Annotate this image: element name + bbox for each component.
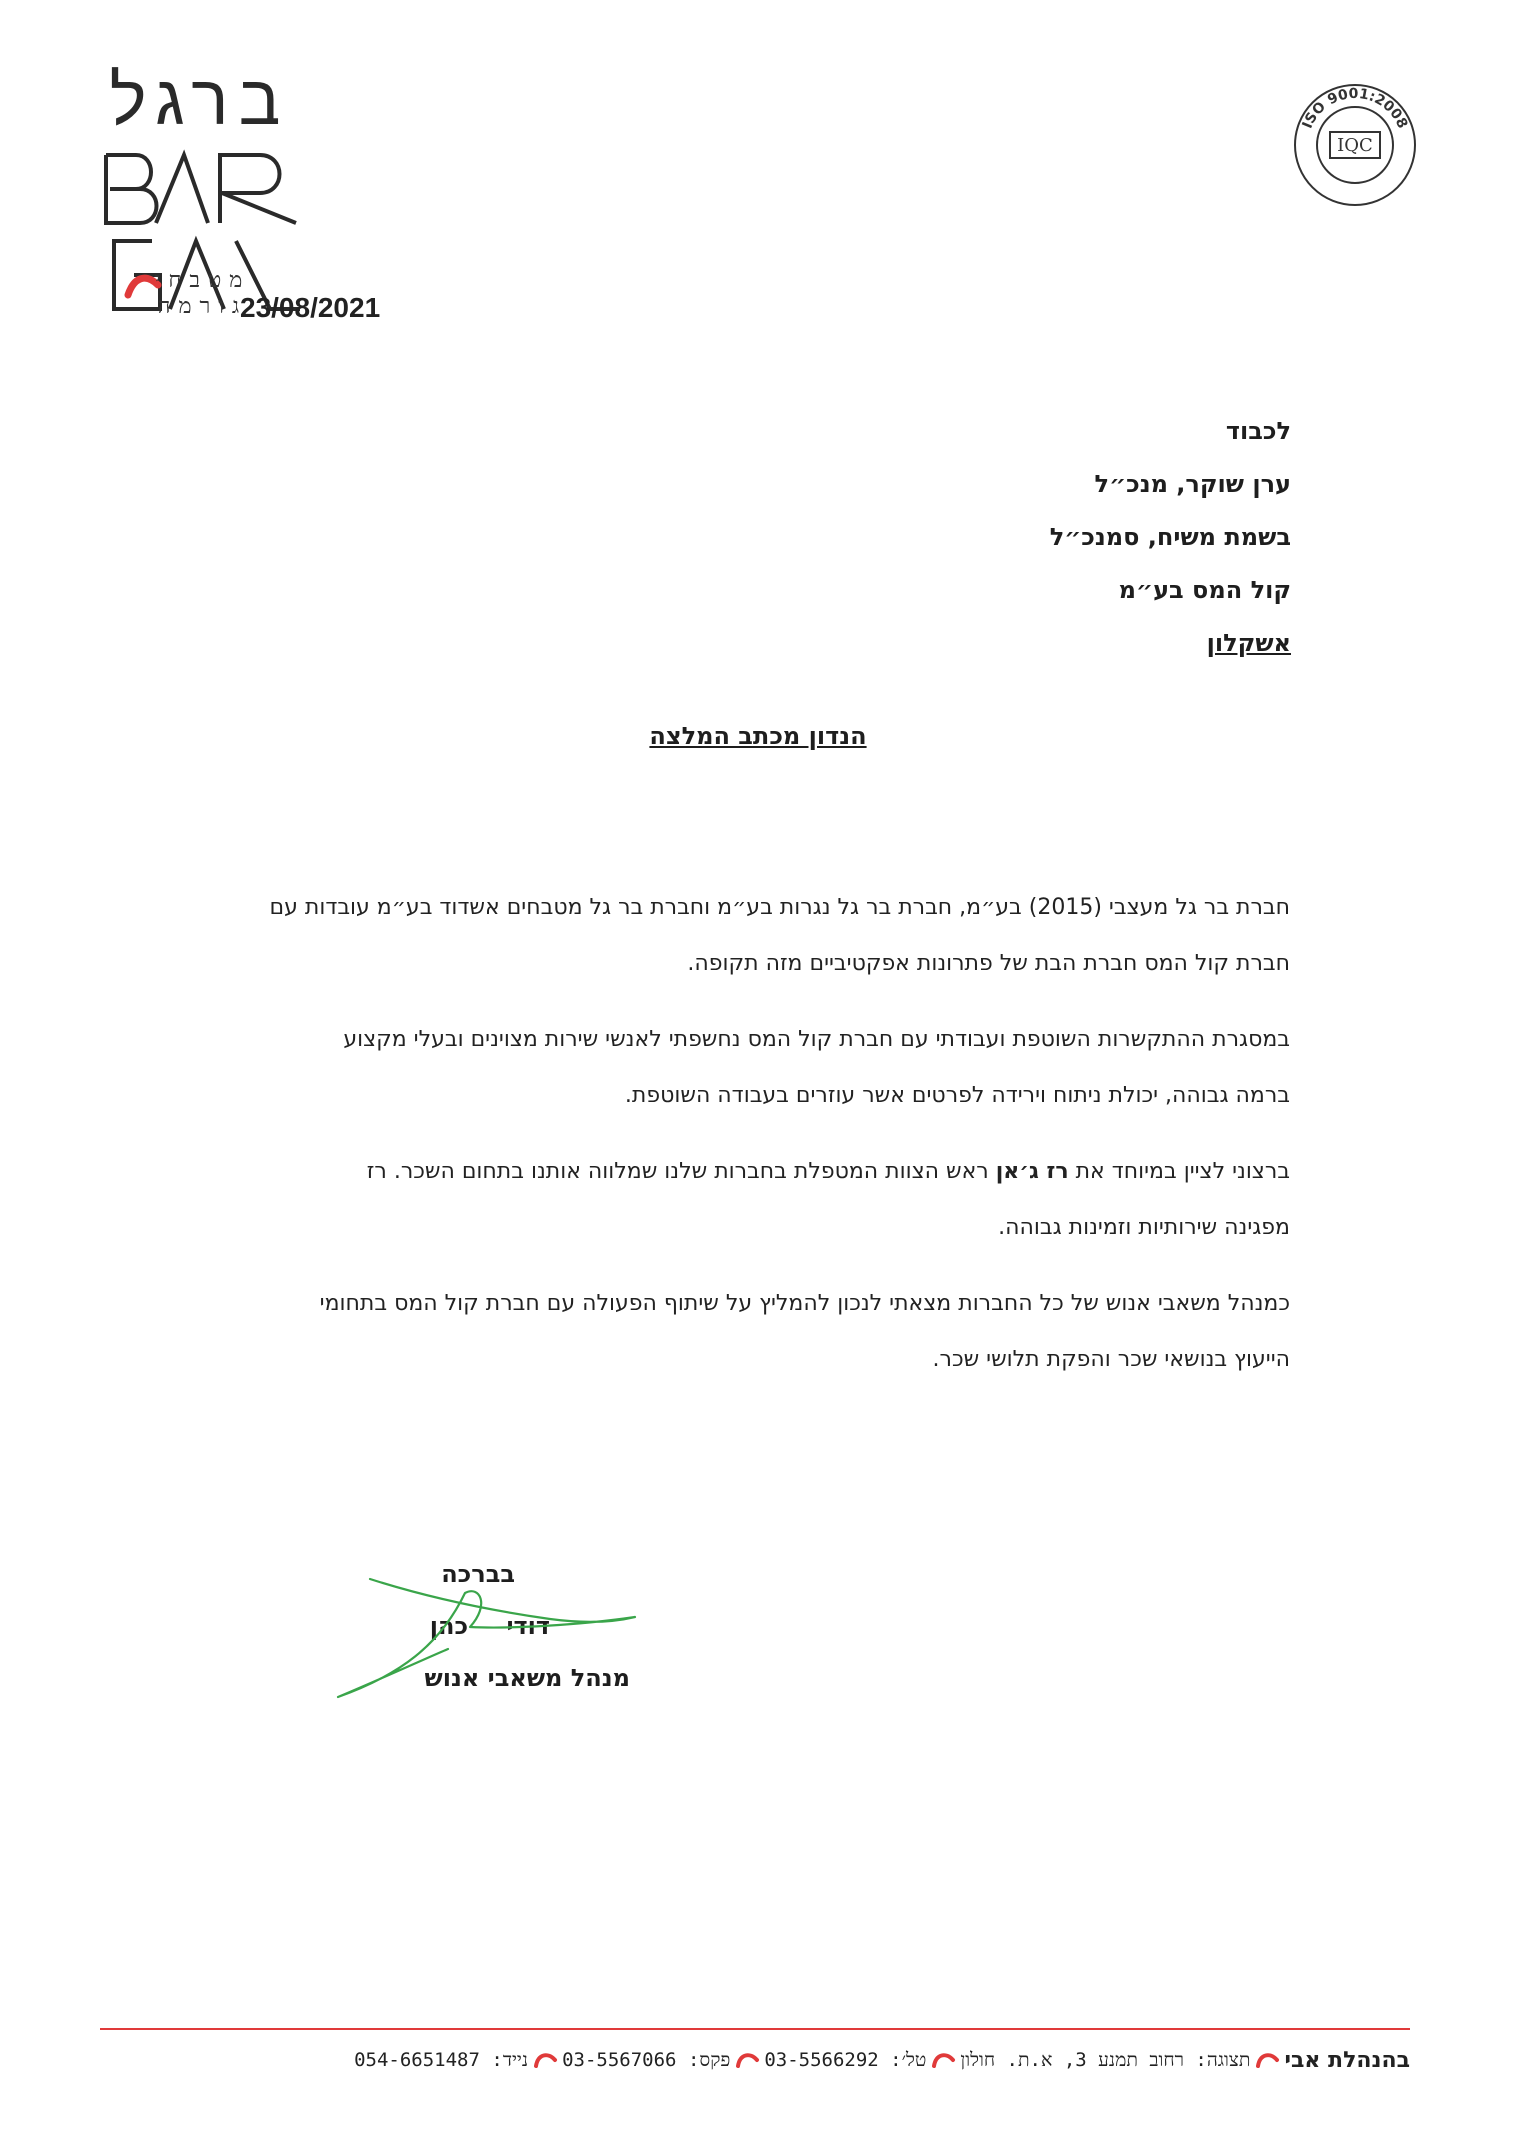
letter-subject: הנדון מכתב המלצה	[649, 722, 867, 750]
body-line: חברת קול המס חברת הבת של פתרונות אפקטיביים מזה תקופה.	[687, 951, 1290, 976]
company-logo	[100, 59, 320, 325]
body-line: חברת בר גל מעצבי (2015) בע״מ, חברת בר גל נגרות בע״מ וחברת בר גל מטבחים אשדוד בע״מ עובדות עם	[269, 895, 1290, 920]
seal-top-text: ISO 9001:2008	[1299, 85, 1411, 132]
red-swoosh-icon	[1254, 2048, 1280, 2072]
footer-contact	[100, 2038, 1410, 2082]
red-swoosh-icon	[930, 2048, 956, 2072]
footer-showroom: תצוגה: רחוב תמנע 3, א.ת. חולון	[960, 2048, 1251, 2071]
body-line: במסגרת ההתקשרות השוטפת ועבודתי עם חברת קול המס נחשפתי לאנשי שירות מצוינים ובעלי מקצוע	[343, 1027, 1290, 1052]
handwritten-signature-icon	[330, 1565, 650, 1715]
footer-manager-name: בהנהלת אבי	[1284, 2047, 1410, 2073]
svg-text:ISO 9001:2008	[1300, 86, 1411, 131]
body-line: הייעוץ בנושאי שכר והפקת תלושי שכר.	[932, 1347, 1290, 1372]
seal-center-text: IQC	[1337, 135, 1373, 156]
paragraph	[220, 880, 1290, 992]
recipient-line: לכבוד	[1225, 417, 1291, 445]
highlighted-name: רז ג׳אן	[995, 1159, 1069, 1184]
footer-phone: 03-5566292	[764, 2049, 879, 2071]
body-line: ברמה גבוהה, יכולת ניתוח וירידה לפרטים אשר עוזרים בעבודה השוטפת.	[624, 1083, 1290, 1108]
paragraph	[220, 1144, 1290, 1256]
footer-divider	[100, 2028, 1410, 2030]
footer-phone-label: טל׳:	[890, 2048, 927, 2071]
red-swoosh-icon	[532, 2048, 558, 2072]
recipient-line: ערן שוקר, מנכ״ל	[1094, 470, 1291, 498]
recipient-line: קול המס בע״מ	[1118, 576, 1291, 604]
signer-name: דודי כהן	[429, 1612, 550, 1640]
logo-hebrew-text: ברגל	[109, 59, 291, 141]
recipient-line: בשמת משיח, סמנכ״ל	[1049, 523, 1291, 551]
signer-title: מנהל משאבי אנוש	[424, 1664, 630, 1692]
body-line: מפגינה שירותיות וזמינות גבוהה.	[998, 1215, 1290, 1240]
body-line: כמנהל משאבי אנוש של כל החברות מצאתי לנכון להמליץ על שיתוף הפעולה עם חברת קול המס בתחומי	[319, 1291, 1290, 1316]
letter-body	[220, 880, 1290, 1408]
paragraph	[220, 1012, 1290, 1124]
letter-date: 23/08/2021	[240, 292, 381, 323]
footer-mobile: 054-6651487	[354, 2049, 480, 2071]
paragraph	[220, 1276, 1290, 1388]
recipient-block	[1050, 405, 1291, 670]
signature-greeting: בברכה	[441, 1560, 515, 1588]
footer-mobile-label: נייד:	[491, 2048, 529, 2071]
logo-tagline: מטבחי גורמה	[154, 268, 251, 319]
recipient-city: אשקלון	[1206, 629, 1291, 657]
footer-fax-label: פקס:	[687, 2048, 731, 2071]
red-swoosh-icon	[734, 2048, 760, 2072]
footer-fax: 03-5567066	[562, 2049, 677, 2071]
iso-seal-icon	[1290, 80, 1420, 210]
body-line: ברצוני לציין במיוחד את רז ג׳אן ראש הצוות המטפלת בחברות שלנו שמלווה אותנו בתחום השכר. רז	[366, 1159, 1290, 1184]
